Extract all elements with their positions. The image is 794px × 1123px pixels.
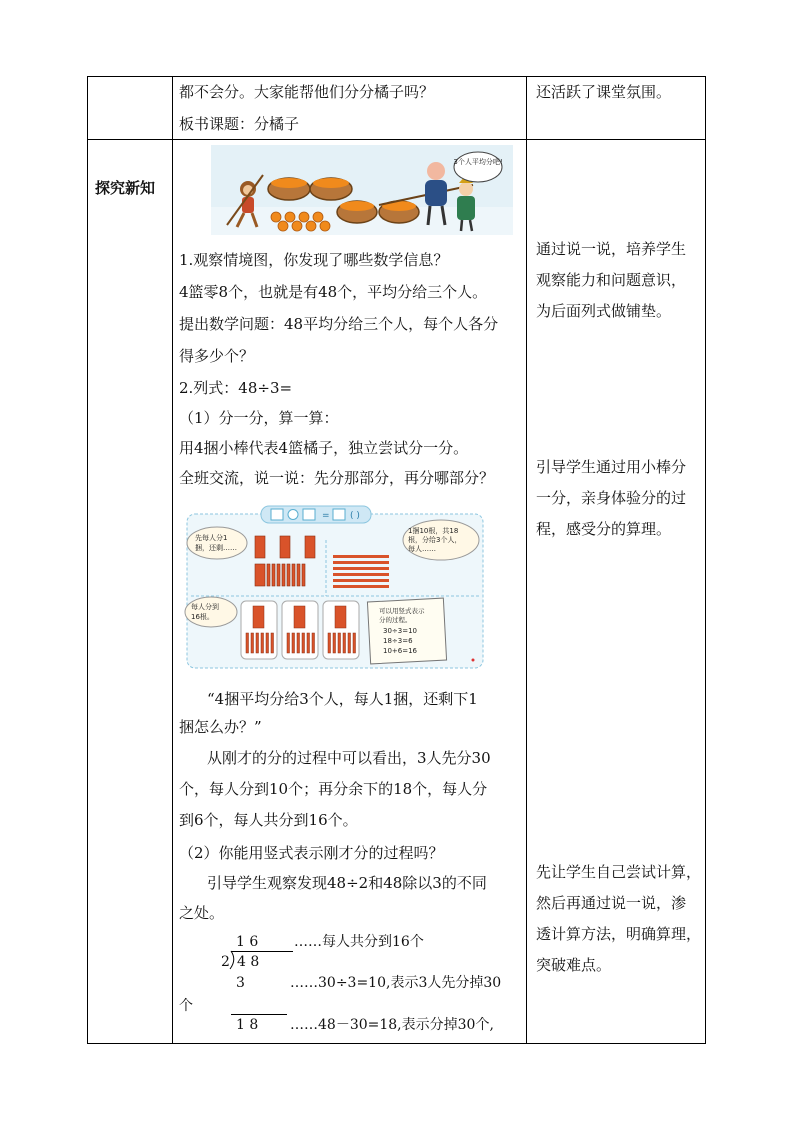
- math-info: 4篮零8个，也就是有48个，平均分给三个人。: [179, 283, 488, 301]
- note3-line1: 先让学生自己尝试计算，: [536, 863, 702, 881]
- svg-text:每人……: 每人……: [408, 545, 436, 553]
- discussion-line: 全班交流，说一说：先分那部分，再分哪部分？: [179, 469, 495, 487]
- sub-heading-1: （1）分一分，算一算：: [179, 409, 339, 427]
- division-bracket-icon: [229, 950, 237, 970]
- division-step2: 1 8: [236, 1017, 259, 1033]
- para1-line2: 个，每人分到10个；再分余下的18个，每人分: [179, 780, 488, 798]
- section-title: 探究新知: [95, 179, 156, 197]
- division-step1-note: ……30÷3=10,表示3人先分掉30: [290, 975, 502, 991]
- table-border-top: [87, 76, 706, 77]
- equation-template: [261, 506, 371, 523]
- speech-text: 3个人平均分吧!: [453, 158, 503, 166]
- note1-line3: 为后面列式做铺垫。: [536, 302, 672, 320]
- hint-bubble-right-top: [403, 520, 479, 560]
- math-question-line1: 提出数学问题：48平均分给三个人，每个人各分: [179, 315, 499, 333]
- svg-text:先每人分1: 先每人分1: [195, 534, 228, 542]
- quote-line2: 捆怎么办？”: [179, 718, 262, 736]
- svg-text:=: =: [322, 511, 330, 521]
- note2-line1: 引导学生通过用小棒分: [536, 458, 687, 476]
- hint-bubble-left-top: [187, 527, 247, 559]
- equation-line: 2.列式：48÷3=: [179, 379, 293, 397]
- column-divider-1: [172, 76, 173, 1044]
- table-border-bottom: [87, 1043, 706, 1044]
- svg-text:10+6=16: 10+6=16: [383, 647, 417, 655]
- sub-heading-2: （2）你能用竖式表示刚才分的过程吗？: [179, 844, 444, 862]
- math-question-line2: 得多少个？: [179, 347, 255, 365]
- sticks-instruction: 用4捆小棒代表4篮橘子，独立尝试分一分。: [179, 439, 469, 457]
- result-stick-cards-icon: [241, 601, 359, 659]
- para1-line3: 到6个，每人共分到16个。: [179, 811, 358, 829]
- note2-line2: 一分，亲身体验分的过: [536, 489, 687, 507]
- division-quotient: 1 6: [236, 934, 259, 950]
- division-step1: 3: [236, 975, 245, 991]
- para1-line1: 从刚才的分的过程中可以看出，3人先分30: [207, 749, 491, 767]
- board-title: 板书课题：分橘子: [179, 115, 300, 133]
- note1-line1: 通过说一说，培养学生: [536, 240, 687, 258]
- note3-line4: 突破难点。: [536, 956, 612, 974]
- para2-line2: 之处。: [179, 904, 225, 922]
- note3-line2: 然后再通过说一说，渗: [536, 894, 687, 912]
- quote-line1: “4捆平均分给3个人，每人1捆，还剩下1: [207, 690, 478, 708]
- svg-text:捆，还剩……: 捆，还剩……: [195, 544, 237, 552]
- note2-line3: 程，感受分的算理。: [536, 520, 672, 538]
- table-border-right: [705, 76, 706, 1044]
- sticks-division-illustration: [183, 500, 487, 670]
- column-divider-2: [526, 76, 527, 1044]
- svg-text:根，分给3个人，: 根，分给3个人，: [408, 536, 462, 544]
- svg-text:16根。: 16根。: [191, 613, 214, 621]
- row1-content-line: 都不会分。大家能帮他们分分橘子吗？: [179, 83, 435, 101]
- svg-text:1捆10根，共18: 1捆10根，共18: [408, 527, 459, 535]
- note3-line3: 透计算方法，明确算理，: [536, 925, 702, 943]
- note-card: [367, 598, 446, 664]
- division-dividend: 4 8: [237, 954, 260, 970]
- orange-scene-illustration: [211, 145, 513, 235]
- svg-text:分的过程。: 分的过程。: [379, 616, 412, 624]
- para2-line1: 引导学生观察发现48÷2和48除以3的不同: [207, 874, 487, 892]
- svg-text:( ): ( ): [350, 511, 360, 521]
- division-step1-wrap: 个: [179, 998, 193, 1014]
- svg-text:30÷3=10: 30÷3=10: [383, 627, 417, 635]
- speech-bubble: [454, 152, 502, 182]
- svg-text:可以用竖式表示: 可以用竖式表示: [379, 607, 425, 615]
- division-step2-note: ……48－30=18,表示分掉30个,: [290, 1017, 494, 1033]
- row1-note: 还活跃了课堂氛围。: [536, 83, 672, 101]
- svg-text:每人分到: 每人分到: [191, 603, 219, 611]
- hint-bubble-left-bottom: [185, 597, 237, 627]
- note1-line2: 观察能力和问题意识，: [536, 271, 687, 289]
- table-border-left: [87, 76, 88, 1044]
- svg-text:18÷3=6: 18÷3=6: [383, 637, 413, 645]
- division-quotient-note: ……每人共分到16个: [294, 934, 424, 950]
- division-divisor: 2: [221, 954, 230, 970]
- observe-question: 1.观察情境图，你发现了哪些数学信息？: [179, 251, 449, 269]
- row-divider: [87, 139, 706, 140]
